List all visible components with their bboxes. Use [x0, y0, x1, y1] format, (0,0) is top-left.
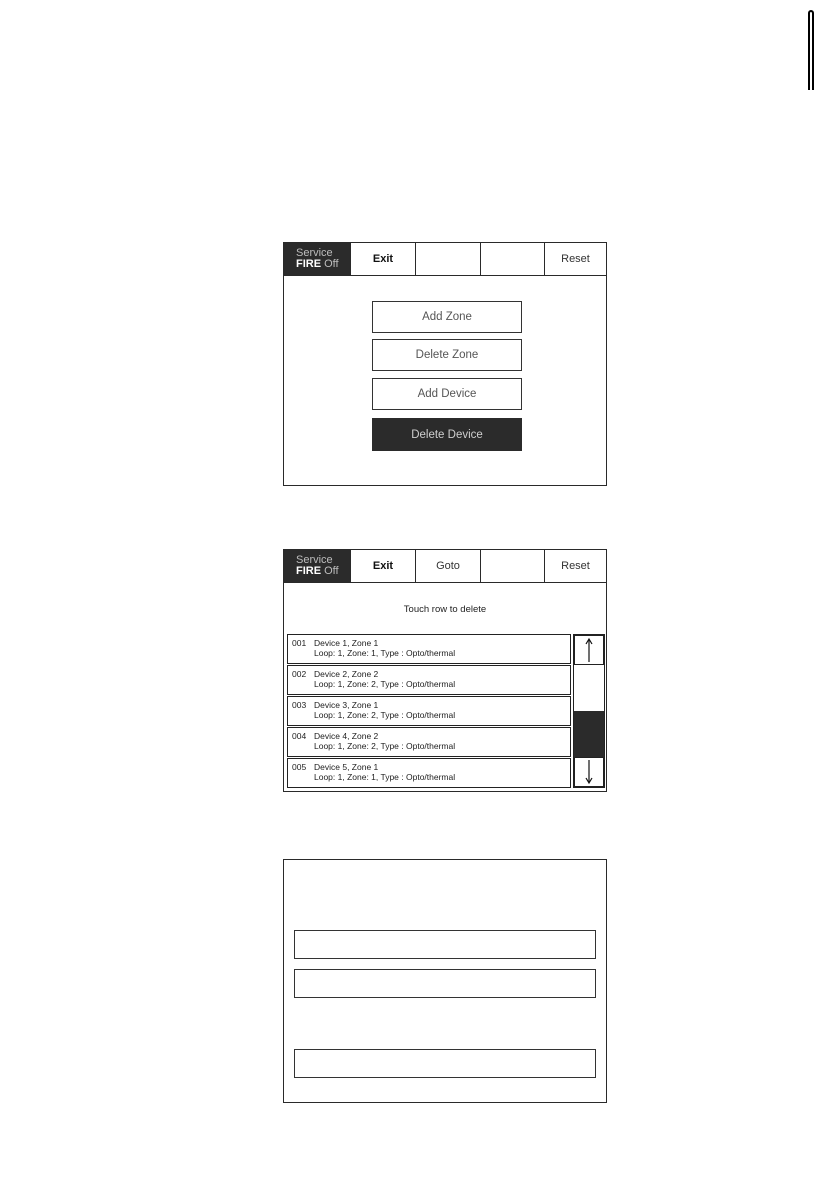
delete-device-screen: [283, 549, 607, 792]
mode-label: Service: [296, 247, 333, 259]
row-number: 004: [292, 731, 307, 741]
blank-form-screen: [283, 859, 607, 1103]
blank-topbar-button[interactable]: [416, 243, 481, 275]
delete-device-button[interactable]: Delete Device: [372, 418, 522, 451]
device-row[interactable]: [287, 758, 571, 788]
instruction-text: Touch row to delete: [403, 604, 487, 615]
top-bar: [284, 243, 606, 276]
empty-field[interactable]: [294, 969, 596, 998]
mode-label: Service: [296, 554, 333, 566]
reset-button[interactable]: Reset: [561, 253, 590, 265]
add-device-button[interactable]: Add Device: [372, 378, 522, 410]
empty-field[interactable]: [294, 1049, 596, 1078]
status-indicator: [284, 243, 351, 275]
goto-button[interactable]: Goto: [416, 550, 481, 582]
row-title: Device 3, Zone 1: [314, 700, 379, 710]
device-row[interactable]: [287, 634, 571, 664]
reset-button[interactable]: Reset: [561, 560, 590, 572]
top-bar: [284, 550, 606, 583]
empty-field[interactable]: [294, 930, 596, 959]
device-row[interactable]: [287, 696, 571, 726]
exit-button[interactable]: Exit: [351, 243, 416, 275]
row-number: 001: [292, 638, 307, 648]
blank-topbar-button[interactable]: [481, 243, 545, 275]
row-title: Device 1, Zone 1: [314, 638, 379, 648]
row-detail: Loop: 1, Zone: 2, Type : Opto/thermal: [314, 679, 456, 689]
scroll-down-arrow-icon[interactable]: [574, 757, 604, 787]
blank-topbar-button[interactable]: [481, 550, 545, 582]
row-detail: Loop: 1, Zone: 1, Type : Opto/thermal: [314, 648, 456, 658]
row-detail: Loop: 1, Zone: 1, Type : Opto/thermal: [314, 772, 456, 782]
delete-zone-button[interactable]: Delete Zone: [372, 339, 522, 371]
service-menu-screen: [283, 242, 607, 486]
fire-state: Off: [324, 565, 339, 577]
row-number: 002: [292, 669, 307, 679]
add-zone-button[interactable]: Add Zone: [372, 301, 522, 333]
row-title: Device 5, Zone 1: [314, 762, 379, 772]
row-number: 005: [292, 762, 307, 772]
scroll-up-arrow-icon[interactable]: [574, 635, 604, 665]
device-row[interactable]: [287, 727, 571, 757]
exit-button[interactable]: Exit: [351, 550, 416, 582]
scrollbar-thumb[interactable]: [574, 711, 604, 757]
fire-state: Off: [324, 258, 339, 270]
fire-label: FIRE: [296, 565, 322, 577]
device-row[interactable]: [287, 665, 571, 695]
row-detail: Loop: 1, Zone: 2, Type : Opto/thermal: [314, 741, 456, 751]
fire-label: FIRE: [296, 258, 322, 270]
row-title: Device 4, Zone 2: [314, 731, 379, 741]
scrollbar[interactable]: [573, 634, 605, 788]
status-indicator: [284, 550, 351, 582]
row-detail: Loop: 1, Zone: 2, Type : Opto/thermal: [314, 710, 456, 720]
row-title: Device 2, Zone 2: [314, 669, 379, 679]
page-edge-marker: [808, 10, 814, 90]
row-number: 003: [292, 700, 307, 710]
